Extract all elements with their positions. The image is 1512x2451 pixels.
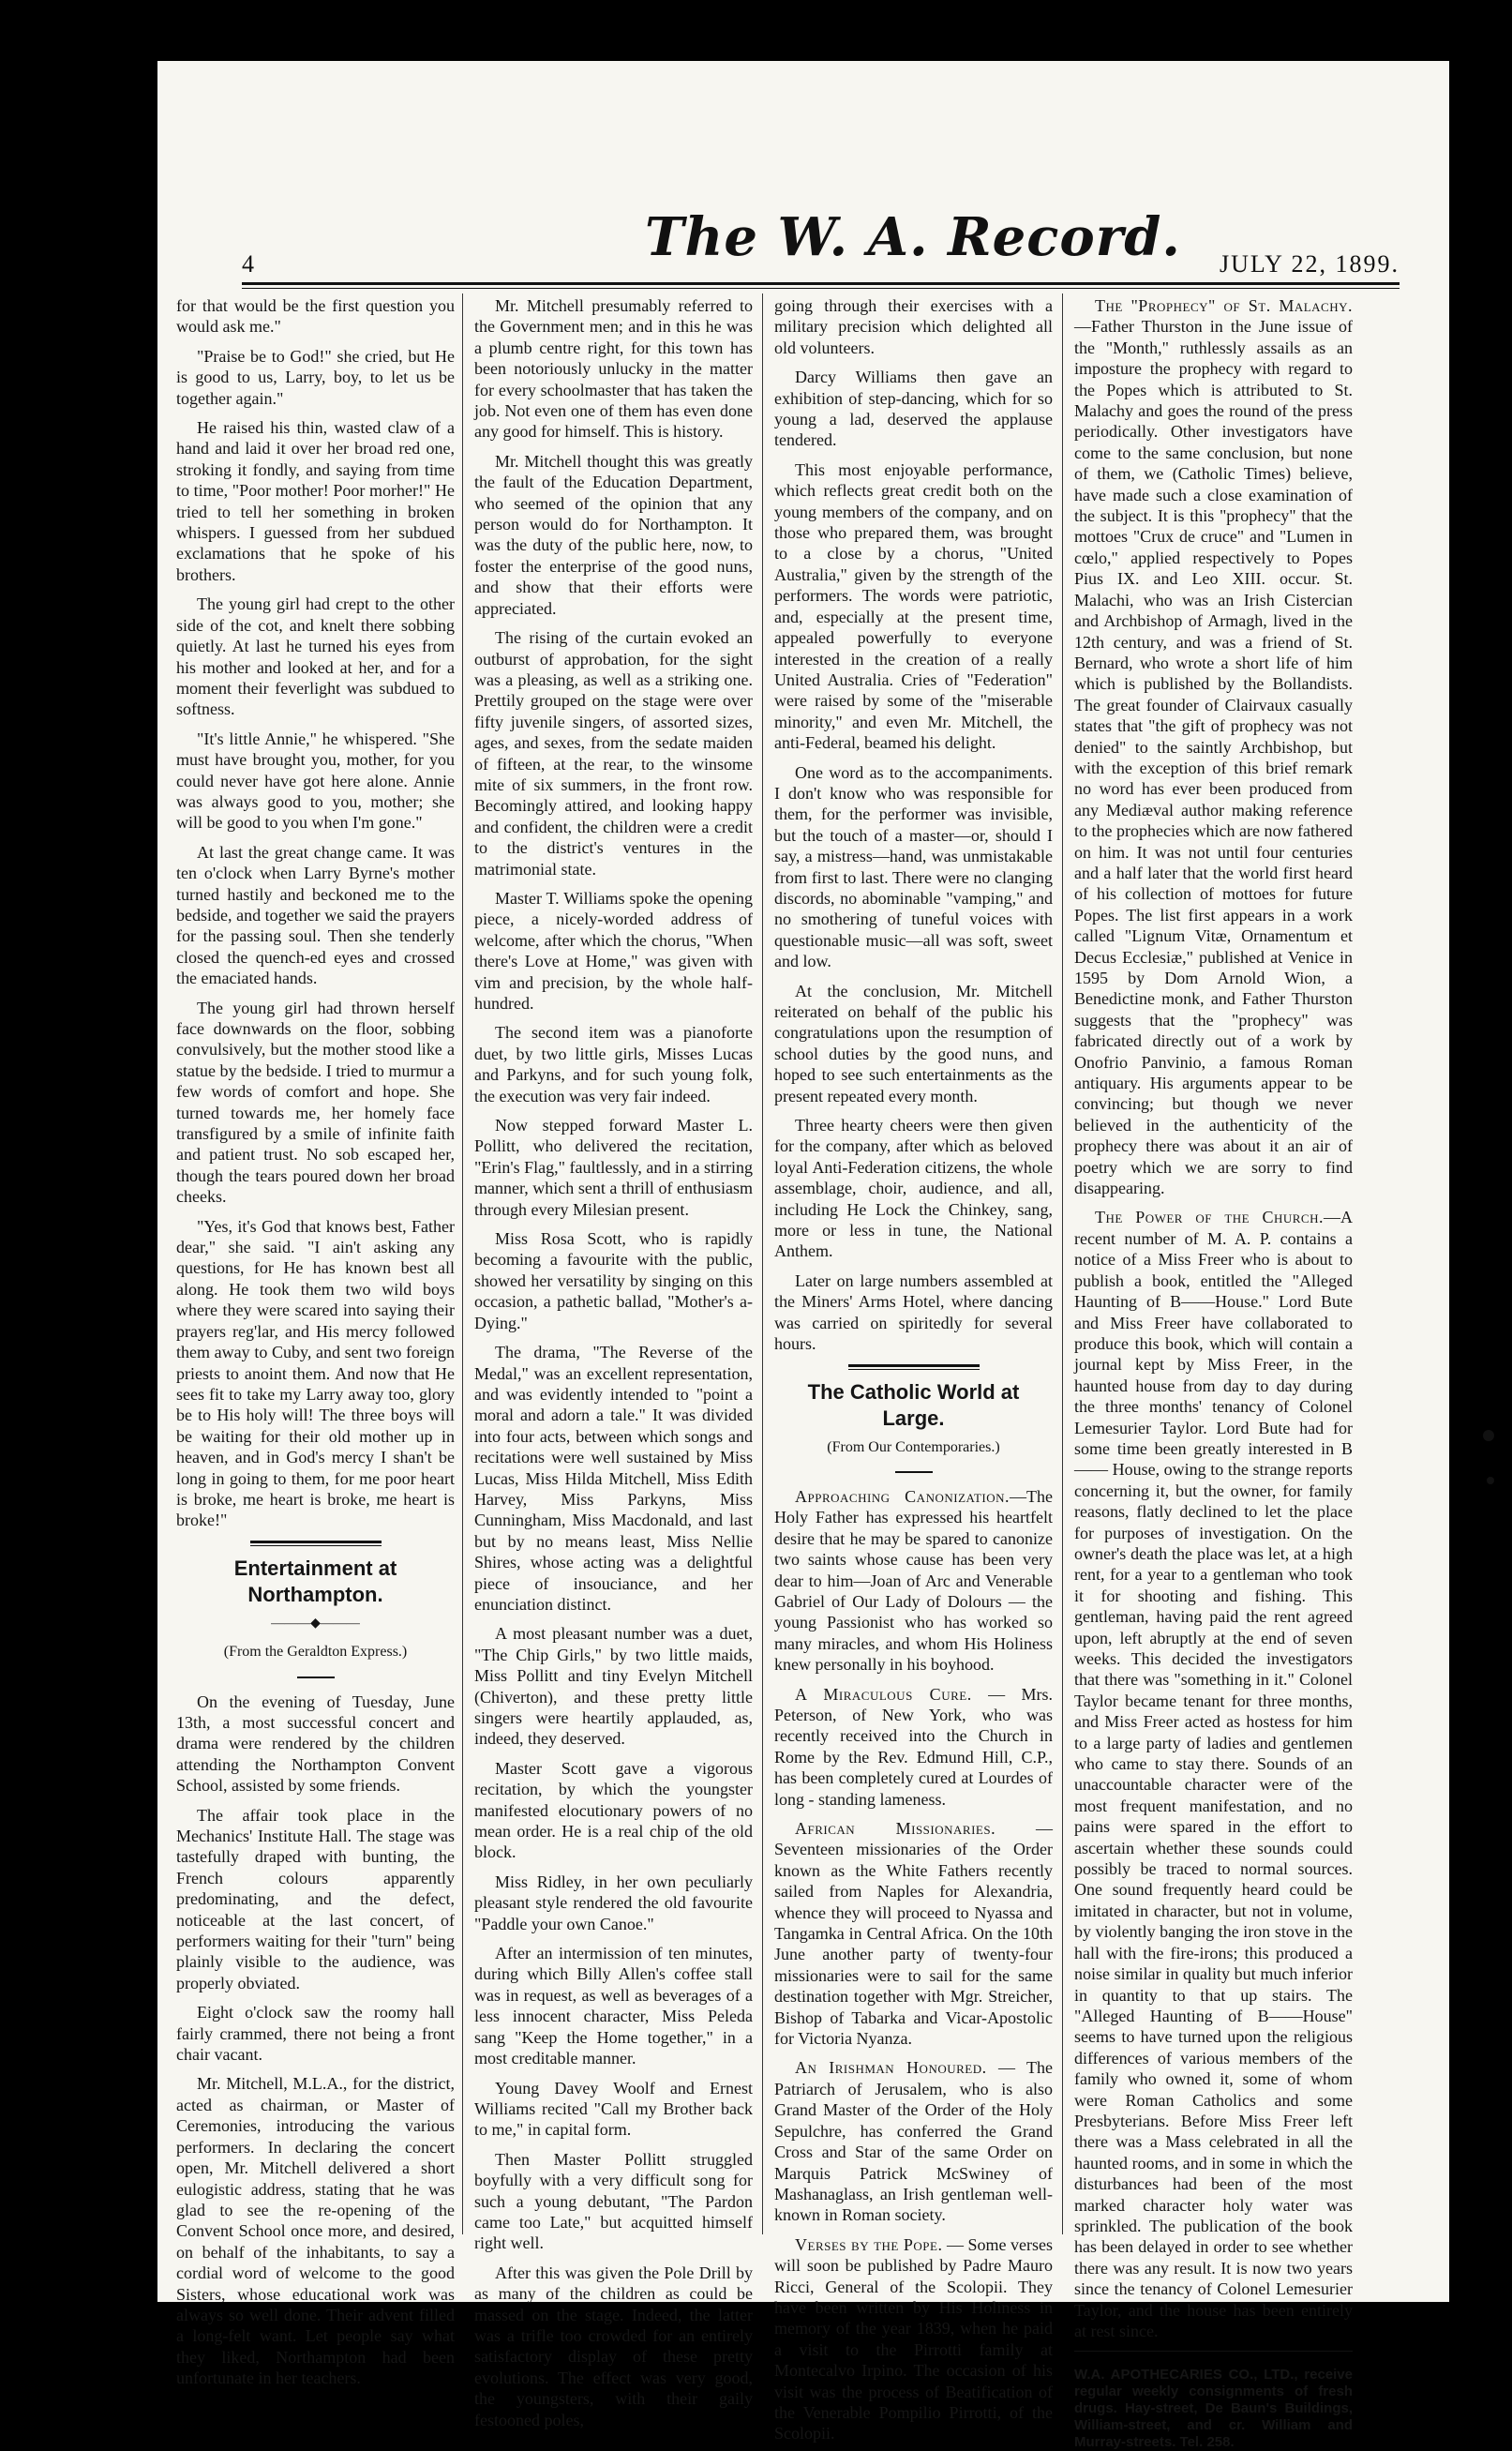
article-source: (From Our Contemporaries.) xyxy=(827,1438,1000,1455)
item-lead: An Irishman Honoured. xyxy=(795,2058,987,2078)
paragraph: Three hearty cheers were then given for the company, after which as beloved loyal Anti-Federation citizens, the whole assemblage, choir, audience, and all, including He Lock the Chinkey, sang, more or less in tune, the National Anthem. xyxy=(774,1116,1053,1261)
column-4 xyxy=(1074,295,1353,2451)
paragraph: At the conclusion, Mr. Mitchell reiterated on behalf of the public his congratulations upon the resumption of school duties by the good nuns, and hoped to see such entertainments as the present repeated every month. xyxy=(774,981,1053,1105)
news-item xyxy=(774,1684,1053,1810)
page-header xyxy=(242,206,1400,281)
advertisement-notice xyxy=(1074,2367,1353,2451)
item-lead: African Missionaries. xyxy=(795,1819,996,1838)
news-item xyxy=(1074,1207,1353,2341)
paragraph: He raised his thin, wasted claw of a hand and laid it over her broad red one, stroking it fondly, and saying from time to time, "Poor mother! Poor morher!" He tried to tell her something in broken whispers. I guessed from her subdued exclamations that he spoke of his brothers. xyxy=(176,418,455,584)
item-lead: Approaching Canonization. xyxy=(795,1486,1010,1506)
page-number: 4 xyxy=(242,250,254,278)
item-text: — Seventeen missionaries of the Order known as the White Fathers recently sailed from Naples for Alexandria, whence they will proceed to Nyassa and Tangamka in Central Africa. On the 10th June another party of twenty-four missionaries were to sail for the same destination together with Mgr. Streicher, Bishop of Tabarka and Vicar-Apostolic for Victoria Nyanza. xyxy=(774,1819,1054,2049)
paragraph: The affair took place in the Mechanics' Institute Hall. The stage was tastefully draped with bunting, the French colours apparently predominating, and the defect, noticeable at the last concert, of performers waiting for their "turn" being plainly visible to the audience, was properly obviated. xyxy=(176,1805,455,1992)
notice-rule xyxy=(1074,2351,1353,2353)
news-item xyxy=(774,1818,1053,2049)
paragraph: Later on large numbers assembled at the Miners' Arms Hotel, where dancing was carried on spiritedly for several hours. xyxy=(774,1271,1053,1354)
paragraph: This most enjoyable performance, which reflects great credit both on the young members of the company, and on those who prepared them, was brought to a close by a chorus, "United Australia," given by the strength of the performers. The words were patriotic, and, especially at the present time, appealed powerfully to everyone interested in the creation of a really United Australia. Cries of "Federation" were raised by some of the "miserable minority," and even Mr. Mitchell, the anti-Federal, beamed his delight. xyxy=(774,459,1053,753)
paragraph: The second item was a pianoforte duet, by two little girls, Misses Lucas and Parkyns, and for such young folk, the execution was very fair indeed. xyxy=(474,1023,753,1105)
paragraph: Darcy Williams then gave an exhibition of step-dancing, which for so young a lad, deserved the applause tendered. xyxy=(774,368,1053,450)
short-rule xyxy=(895,1471,933,1473)
paragraph: Master T. Williams spoke the opening piece, a nicely-worded address of welcome, after which the chorus, "When there's Love at Home," was given with vim and precision, by the whole half-hundred. xyxy=(474,888,753,1013)
ornament-divider: ―――◆――― xyxy=(271,1616,360,1631)
article-source: (From the Geraldton Express.) xyxy=(223,1644,408,1661)
paragraph: Then Master Pollitt struggled boyfully with a very difficult song for such a young debutant, "The Pardon came too Late," but acquitted himself right well. xyxy=(474,2149,753,2253)
short-rule xyxy=(297,1677,335,1678)
item-text: —A recent number of M. A. P. contains a notice of a Miss Freer who is about to publish a book, entitled the "Alleged Haunting of B——House." Lord Bute and Miss Freer have collaborated to produce this book, which will contain a journal kept by Miss Freer, in the haunted house from day to day during the three months' tenancy of Colonel Lemesurier Taylor. Lord Bute had for some time been greatly interested in B—— House, owing to the strange reports concerning it, but the owner, for family reasons, flatly declined to let the place for purposes of investigation. On the owner's death the place was let, at a high rent, for a year to a gentleman who took it for shooting and fishing. This gentleman, having paid the rent agreed upon, left abruptly at the end of seven weeks. This decided the investigators that there was "something in it." Colonel Taylor became tenant for three months, and Miss Freer acted as hostess for him to a large party of ladies and gentlemen who came to stay there. Sounds of an unaccountable character were of the most frequent manifestation, and no pains were spared in the effort to ascertain whether these sounds could possibly be traced to normal sources. One sound frequently heard could be imitated in character, but not in volume, by violently banging the iron stove in the hall with the fire-irons; this produced a noise similar in quality but much inferior in quantity to that up stairs. The "Alleged Haunting of B——House" seems to have turned upon the religious differences of various members of the family who owned it, some of whom were Roman Catholics and some Presbyterians. Before Miss Freer left there was a Mass celebrated in all the haunted rooms, and in some in which the disturbances had been of the most marked character holy water was sprinkled. The publication of the book has been delayed in order to see whether there was any result. It is now two years since the tenancy of Colonel Lemesurier Taylor, and the house has been entirely at rest since. xyxy=(1074,1208,1353,2340)
header-rule xyxy=(242,282,1400,289)
paragraph: Mr. Mitchell thought this was greatly the fault of the Education Department, who seemed of the opinion that any person would do for Northampton. It was the duty of the public here, now, to foster the enterprise of the good nuns, and show that their efforts were appreciated. xyxy=(474,451,753,618)
paragraph: After an intermission of ten minutes, during which Billy Allen's coffee stall was in request, as well as beverages of a less innocent character, Miss Peleda sang "Keep the Home together," in a most creditable manner. xyxy=(474,1944,753,2068)
column-1 xyxy=(176,295,455,2388)
item-text: —Father Thurston in the June issue of the "Month," ruthlessly assails as an imposture the prophecy with regard to the Popes which is attributed to St. Malachy and goes the round of the press periodically. Other investigators have come to the same conclusion, but none of them, we (Catholic Times) believe, have made such a close examination of the subject. It is this "prophecy" that the mottoes "Crux de cruce" and "Lumen in cœlo," applied respectively to Popes Pius IX. and Leo XIII. occur. St. Malachi, who was an Irish Cistercian and Archbishop of Armagh, lived in the 12th century, and was a friend of St. Bernard, who wrote a short life of him which is published by the Bollandists. The great founder of Clairvaux casually states that "the gift of prophecy was not denied" to the saintly Archbishop, but with the exception of this brief remark no word has ever been produced from any Mediæval author making reference to the prophecies which are now fathered on him. It was not until four centuries and a half later that the world first heard of his collection of mottoes for future Popes. The list first appears in a work called "Lignum Vitæ, Ornamentum et Decus Ecclesiæ," published at Venice in 1595 by Dom Arnold Wion, a Benedictine monk, and Father Thurston suggests that the "prophecy" was fabricated directly out of a work by Onofrio Panvinio, a famous Roman antiquary. His arguments appear to be convincing; but though we never believed in the authenticity of the prophecy there was about it an air of poetry which we are sorry to find disappearing. xyxy=(1074,317,1353,1198)
paragraph: One word as to the accompaniments. I don't know who was responsible for them, for the performer was invisible, but the touch of a master—or, should I say, a mistress—hand, was unmistakable from first to last. There were no clanging discords, no abominable "vamping," and no smothering of tuneful voices with questionable music—all was soft, sweet and low. xyxy=(774,762,1053,971)
paragraph: Mr. Mitchell presumably referred to the Government men; and in this he was a plumb centre right, for this town has been notoriously unlucky in the matter for every schoolmaster that has taken the job. Not even one of them has even done any good for himself. This is history. xyxy=(474,296,753,442)
paragraph: going through their exercises with a military precision which delighted all old volunteers. xyxy=(774,296,1053,357)
column-3 xyxy=(774,295,1054,2443)
item-lead: Verses by the Pope. xyxy=(795,2234,943,2254)
binding-hole xyxy=(1483,1430,1494,1441)
section-rule xyxy=(848,1364,980,1370)
paragraph: At last the great change came. It was ten o'clock when Larry Byrne's mother turned hastily and beckoned me to the bedside, and together we said the prayers for the passing soul. Then she tenderly closed the quench-ed eyes and crossed the emaciated hands. xyxy=(176,842,455,988)
paragraph: After this was given the Pole Drill by as many of the children as could be massed on the stage. Indeed, the latter was a trifle too crowded for an entirely satisfactory display of these pretty evolutions. The effect was very good, the youngsters, with their gaily festooned poles, xyxy=(474,2263,753,2429)
article-heading: The Catholic World at Large. xyxy=(807,1379,1020,1430)
paragraph: The young girl had thrown herself face downwards on the floor, sobbing convulsively, but the mother stood like a statue by the bedside. I tried to murmur a few words of comfort and hope. She turned towards me, her homely face transfigured by a smile of infinite faith and patient trust. No sob escaped her, though the tears poured down her broad cheeks. xyxy=(176,998,455,1207)
paragraph: The rising of the curtain evoked an outburst of approbation, for the sight was a pleasing, as well as a striking one. Prettily grouped on the stage were over fifty juvenile singers, of assorted sizes, ages, and sexes, from the sedate maiden of fifteen, at the rear, to the winsome mite of six summers, in the front row. Becomingly attired, and looking happy and confident, the children were a credit to the district's ventures in the matrimonial state. xyxy=(474,628,753,879)
news-item xyxy=(774,1486,1053,1676)
binding-hole xyxy=(1487,1477,1494,1484)
paragraph: Master Scott gave a vigorous recitation, by which the youngster manifested elocutionary powers of no mean order. He is a real chip of the old block. xyxy=(474,1758,753,1862)
news-item xyxy=(774,2234,1053,2444)
paragraph: Mr. Mitchell, M.L.A., for the district, acted as chairman, or Master of Ceremonies, introducing the various performers. In declaring the concert open, Mr. Mitchell delivered a short eulogistic address, stating that he was glad to see the re-opening of the Convent School once more, and desired, on behalf of the inhabitants, to say a cordial word of welcome to the good Sisters, whose educational work was always so well done. Their advent filled a long-felt want. Let people say what they liked, Northampton had been unfortunate in her teachers. xyxy=(176,2074,455,2388)
item-text: — The Patriarch of Jerusalem, who is also Grand Master of the Order of the Holy Sepulchre, has conferred the Grand Cross and Star of the same Order on Marquis Patrick McSwiney of Mashanaglass, an Irish gentleman well-known in Roman society. xyxy=(774,2058,1053,2225)
item-lead: The "Prophecy" of St. Malachy. xyxy=(1095,296,1353,315)
news-item xyxy=(774,2057,1053,2225)
paragraph: On the evening of Tuesday, June 13th, a most successful concert and drama were rendered by the children attending the Northampton Convent School, assisted by some friends. xyxy=(176,1692,455,1796)
paragraph: The young girl had crept to the other side of the cot, and knelt there sobbing quietly. At last he turned his eyes from his mother and looked at her, and for a moment their feverlight was subdued to softness. xyxy=(176,594,455,719)
paragraph: Eight o'clock saw the roomy hall fairly crammed, there not being a front chair vacant. xyxy=(176,2003,455,2065)
newspaper-page xyxy=(157,61,1449,2451)
column-divider xyxy=(762,293,763,2234)
paragraph: Miss Rosa Scott, who is rapidly becoming a favourite with the public, showed her versatility by singing on this occasion, a pathetic ballad, "Mother's a-Dying." xyxy=(474,1229,753,1332)
column-divider xyxy=(1062,293,1063,2234)
paragraph: Young Davey Woolf and Ernest Williams recited "Call my Brother back to me," in capital form. xyxy=(474,2078,753,2140)
paragraph: Now stepped forward Master L. Pollitt, who delivered the recitation, "Erin's Flag," faultlessly, and in a stirring manner, which sent a thrill of enthusiasm through every Milesian present. xyxy=(474,1116,753,1219)
column-2 xyxy=(474,295,753,2429)
item-lead: A Miraculous Cure. xyxy=(795,1684,972,1704)
item-text: —The Holy Father has expressed his heartfelt desire that he may be spared to canonize two saints whose cause has been very dear to him—Joan of Arc and Venerable Gabriel of Our Lady of Dolours — the young Passionist who has worked so many miracles, and whom His Holiness knew personally in his boyhood. xyxy=(774,1486,1053,1675)
paragraph: A most pleasant number was a duet, "The Chip Girls," by two little maids, Miss Pollitt and tiny Evelyn Mitchell (Chiverton), and these pretty little singers were heartily applauded, as, indeed, they deserved. xyxy=(474,1624,753,1749)
news-item xyxy=(1074,295,1353,1198)
paragraph: "It's little Annie," he whispered. "She must have brought you, mother, for you could never have got here alone. Annie was always good to you, mother; she will be good to you when I'm gone." xyxy=(176,729,455,833)
paragraph: "Praise be to God!" she cried, but He is good to us, Larry, boy, to let us be together again." xyxy=(176,346,455,408)
masthead-title: The W. A. Record. xyxy=(645,206,1181,268)
column-divider xyxy=(462,293,463,2234)
notice-text: W.A. APOTHECARIES CO., LTD., receive regular weekly consignments of fresh drugs. Hay-street, De Baun's Buildings, William-street, and cr. William and Murray-streets. Tel. 258. xyxy=(1074,2367,1353,2451)
issue-date: JULY 22, 1899. xyxy=(1220,250,1400,278)
item-lead: The Power of the Church. xyxy=(1095,1208,1324,1227)
paragraph: "Yes, it's God that knows best, Father dear," she said. "I ain't asking any questions, for He has known best all along. He took them two wild boys where they were scared into saying their prayers reg'lar, and His mercy followed them away to Cuby, and sent two foreign priests to anoint them. And now that He sees fit to take my Larry away too, glory be to His holy will! The three boys will be waiting for their old mother up in heaven, and in God's mercy I shan't be long in going to them, for me poor heart is broke, me heart is broke, me heart is broke!" xyxy=(176,1216,455,1530)
section-rule xyxy=(250,1541,382,1546)
paragraph: Miss Ridley, in her own peculiarly pleasant style rendered the old favourite "Paddle your own Canoe." xyxy=(474,1872,753,1933)
article-heading: Entertainment at Northampton. xyxy=(233,1556,397,1606)
paragraph: for that would be the first question you would ask me." xyxy=(176,296,455,337)
item-text: — Mrs. Peterson, of New York, who was recently received into the Church in Rome by the Rev. Edmund Hill, C.P., has been completely cured at Lourdes of long - standing lameness. xyxy=(774,1684,1053,1809)
paragraph: The drama, "The Reverse of the Medal," was an excellent representation, and was evidently intended to "point a moral and adorn a tale." It was divided into four acts, between which songs and recitations were well sustained by Miss Lucas, Miss Hilda Mitchell, Miss Edith Harvey, Miss Parkyns, Miss Cunningham, Miss Macdonald, and last but by no means least, Miss Nellie Shires, whose acting was a delightful piece of insouciance, and her enunciation distinct. xyxy=(474,1343,753,1614)
item-text: — Some verses will soon be published by Padre Mauro Ricci, General of the Scolopii. They have been written by His Holiness in memory of the year 1839, when he paid a visit to the Pirrotti family at Montecalvo Irpino. The occasion of his visit was the process of Beatification of the Venerable Pompilio Pirrotti, of the Scolopii. xyxy=(774,2234,1053,2443)
